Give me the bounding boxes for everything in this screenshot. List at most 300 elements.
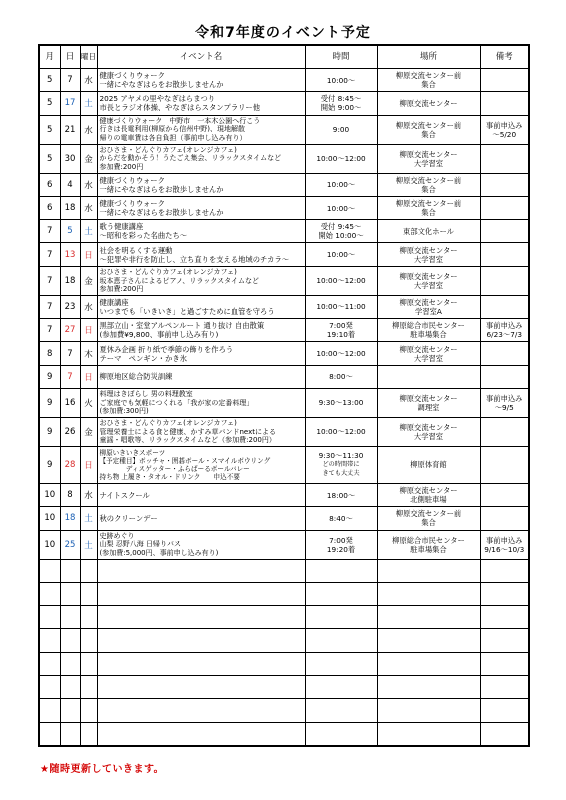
event-line: ～犯罪や非行を防止し、立ち直りを支える地域のチカラ～ (99, 254, 290, 264)
time-cell (305, 582, 377, 605)
place-line: 大学習室 (413, 158, 444, 168)
time-line: 10:00～12:00 (316, 276, 366, 286)
note-cell (480, 69, 529, 92)
place-line: 柳原交流センター前 (395, 509, 462, 519)
event-line: 柳原地区総合防災訓練 (99, 372, 173, 382)
place-cell (377, 243, 480, 266)
day-cell (60, 582, 80, 605)
event-cell (97, 652, 305, 675)
place-line: 集合 (421, 208, 436, 218)
place-line: 柳原交流センター (399, 271, 458, 281)
table-row (39, 417, 529, 446)
empty-row (39, 676, 529, 699)
event-line: 一緒にやなぎはらをお散歩しませんか (99, 184, 224, 194)
time-line: 7:00発 (329, 321, 353, 331)
day-cell: 25 (60, 530, 80, 559)
place-cell (377, 582, 480, 605)
note-cell (480, 606, 529, 629)
event-line: 童謡・唱歌等、リラックスタイムなど（参加費:200円） (99, 436, 276, 445)
table-body (39, 69, 529, 746)
month-cell: 7 (39, 243, 60, 266)
event-line: からだを動かそう！うたごえ集会、リラックスタイムなど (99, 154, 282, 163)
day-cell: 5 (60, 220, 80, 243)
header-event: イベント名 (97, 45, 305, 69)
time-line: 10:00～12:00 (316, 154, 366, 164)
weekday-cell: 木 (80, 342, 97, 365)
note-line: ～9/5 (494, 402, 514, 412)
table-row (39, 92, 529, 115)
header-time: 時間 (305, 45, 377, 69)
table-row (39, 144, 529, 173)
time-cell (305, 144, 377, 173)
time-cell (305, 196, 377, 219)
event-line: 管理栄養士による食と健康、かすみ草バンドnextによる (99, 427, 277, 436)
event-cell (97, 144, 305, 173)
header-note: 備考 (480, 45, 529, 69)
time-line: 開始 9:00～ (320, 103, 362, 113)
note-cell (480, 295, 529, 318)
note-cell (480, 319, 529, 342)
day-cell: 18 (60, 196, 80, 219)
note-cell (480, 196, 529, 219)
place-cell (377, 530, 480, 559)
time-line: 9:00 (332, 125, 350, 135)
event-line: 持ち物 上履き・タオル・ドリンク 申込不要 (99, 472, 240, 481)
month-cell: 5 (39, 144, 60, 173)
month-cell (39, 699, 60, 722)
weekday-cell: 水 (80, 173, 97, 196)
update-notice: ★随時更新していきます。 (40, 764, 165, 775)
event-cell (97, 559, 305, 582)
table-row (39, 507, 529, 530)
weekday-cell: 水 (80, 69, 97, 92)
table-row (39, 295, 529, 318)
place-cell (377, 92, 480, 115)
day-cell (60, 559, 80, 582)
note-line: 事前申込み (486, 535, 523, 545)
place-line: 大学習室 (413, 353, 444, 363)
note-cell (480, 530, 529, 559)
weekday-cell: 日 (80, 365, 97, 388)
day-cell: 18 (60, 507, 80, 530)
place-cell (377, 629, 480, 652)
place-line: 柳原交流センター前 (395, 199, 462, 209)
day-cell (60, 652, 80, 675)
place-line: 学習室A (415, 306, 442, 316)
event-cell (97, 446, 305, 483)
event-cell (97, 295, 305, 318)
event-line: 社会を明るくする運動 (99, 245, 173, 255)
time-cell (305, 92, 377, 115)
place-cell (377, 507, 480, 530)
time-line: 10:00～ (326, 75, 356, 85)
note-line: 事前申込み (486, 393, 523, 403)
time-line: 8:40～ (329, 513, 353, 523)
time-cell (305, 342, 377, 365)
place-line: 柳原体育館 (410, 460, 447, 470)
place-cell (377, 266, 480, 295)
place-line: 柳原交流センター前 (395, 71, 462, 81)
event-schedule-table (38, 44, 530, 747)
place-cell (377, 173, 480, 196)
time-line: 18:00～ (326, 490, 356, 500)
note-cell (480, 173, 529, 196)
header-month: 月 (39, 45, 60, 69)
place-line: 調理室 (417, 402, 440, 412)
place-cell (377, 652, 480, 675)
time-line: 10:00～ (326, 180, 356, 190)
note-line: 事前申込み (486, 120, 523, 130)
month-cell: 5 (39, 69, 60, 92)
weekday-cell: 土 (80, 220, 97, 243)
note-cell (480, 582, 529, 605)
note-line: 事前申込み (486, 321, 523, 331)
event-line: (参加費:300円) (99, 407, 149, 416)
note-cell (480, 266, 529, 295)
month-cell: 9 (39, 388, 60, 417)
place-cell (377, 365, 480, 388)
event-line: ディスゲッター・ふらばーるボールバレー (99, 464, 250, 473)
place-cell (377, 606, 480, 629)
weekday-cell: 日 (80, 243, 97, 266)
table-row (39, 243, 529, 266)
table-row (39, 342, 529, 365)
event-line: いつまでも「いきいき」と過ごすために血管を守ろう (99, 306, 275, 316)
weekday-cell (80, 676, 97, 699)
month-cell: 10 (39, 530, 60, 559)
month-cell: 7 (39, 220, 60, 243)
event-line: 秋のクリーンデー (99, 513, 158, 523)
event-cell (97, 266, 305, 295)
table-row (39, 483, 529, 506)
time-cell (305, 530, 377, 559)
place-cell (377, 319, 480, 342)
event-line: 柳原いきいきスポーツ (99, 448, 166, 457)
table-row (39, 319, 529, 342)
place-cell (377, 115, 480, 144)
note-cell (480, 115, 529, 144)
time-line: 10:00～11:00 (316, 302, 366, 312)
table-row (39, 446, 529, 483)
empty-row (39, 606, 529, 629)
time-cell (305, 365, 377, 388)
day-cell (60, 606, 80, 629)
empty-row (39, 699, 529, 722)
time-line: 8:00～ (329, 372, 353, 382)
time-cell (305, 266, 377, 295)
weekday-cell (80, 606, 97, 629)
weekday-cell (80, 629, 97, 652)
event-line: 参加費:200円 (99, 162, 144, 171)
place-cell (377, 295, 480, 318)
month-cell: 7 (39, 266, 60, 295)
note-cell (480, 676, 529, 699)
note-cell (480, 144, 529, 173)
month-cell (39, 652, 60, 675)
place-cell (377, 342, 480, 365)
event-line: テーマ ペンギン・かき氷 (99, 353, 187, 363)
weekday-cell (80, 652, 97, 675)
event-line: 一緒にやなぎはらをお散歩しませんか (99, 208, 224, 218)
place-line: 柳原総合市民センター (392, 321, 465, 331)
empty-row (39, 559, 529, 582)
time-cell (305, 559, 377, 582)
month-cell: 9 (39, 446, 60, 483)
event-line: 夏休み企画 折り紙で季節の飾りを作ろう (99, 344, 234, 354)
time-cell (305, 699, 377, 722)
day-cell: 28 (60, 446, 80, 483)
place-line: 駐車場集合 (410, 330, 447, 340)
event-cell (97, 629, 305, 652)
place-line: 大学習室 (413, 254, 444, 264)
table-row (39, 530, 529, 559)
place-line: 大学習室 (413, 431, 444, 441)
event-line: (参加費:5,000円、事前申し込み有り) (99, 548, 219, 557)
note-cell (480, 342, 529, 365)
event-line: 山梨 忍野八海 日帰りバス (99, 540, 181, 549)
event-cell (97, 606, 305, 629)
event-line: 史跡めぐり (99, 531, 135, 540)
time-cell (305, 69, 377, 92)
event-line: 行きは長電利用(柳原から信州中野)、現地解散 (99, 125, 245, 134)
weekday-cell (80, 722, 97, 746)
day-cell: 27 (60, 319, 80, 342)
event-line: 2025 アヤメの里やなぎはらまつり (99, 94, 216, 104)
empty-row (39, 652, 529, 675)
place-cell (377, 699, 480, 722)
event-line: 料理はきぼらし 男の料理教室 (99, 390, 193, 399)
time-line: 10:00～ (326, 250, 356, 260)
place-cell (377, 220, 480, 243)
header-place: 場所 (377, 45, 480, 69)
table-row (39, 388, 529, 417)
table-row (39, 266, 529, 295)
time-cell (305, 115, 377, 144)
day-cell: 26 (60, 417, 80, 446)
event-line: おひさま・どんぐりカフェ(オレンジカフェ) (99, 419, 237, 428)
month-cell: 6 (39, 196, 60, 219)
note-cell (480, 220, 529, 243)
time-cell (305, 507, 377, 530)
event-line: 健康づくりウォーク (99, 199, 165, 209)
month-cell (39, 629, 60, 652)
time-cell (305, 319, 377, 342)
event-line: 歌う健康講座 (99, 222, 144, 232)
note-cell (480, 388, 529, 417)
place-cell (377, 144, 480, 173)
place-line: 柳原交流センター (399, 297, 458, 307)
time-line: 9:30～11:30 (318, 451, 364, 461)
month-cell: 5 (39, 115, 60, 144)
weekday-cell: 土 (80, 507, 97, 530)
event-cell (97, 722, 305, 746)
event-line: 坂本恵子さんによるピアノ、リラックスタイムなど (99, 276, 260, 285)
time-line: 10:00～12:00 (316, 427, 366, 437)
month-cell: 6 (39, 173, 60, 196)
time-line: 19:10着 (326, 330, 356, 340)
place-line: 集合 (421, 129, 436, 139)
event-cell (97, 507, 305, 530)
note-cell (480, 365, 529, 388)
event-line: 【予定種目】ボッチャ・囲碁ボール・スマイルボウリング (99, 456, 271, 465)
place-line: 集合 (421, 184, 436, 194)
time-line: 10:00～ (326, 203, 356, 213)
time-line: 開始 10:00～ (318, 231, 364, 241)
day-cell: 23 (60, 295, 80, 318)
place-cell (377, 388, 480, 417)
time-cell (305, 220, 377, 243)
day-cell (60, 699, 80, 722)
place-line: 柳原交流センター前 (395, 120, 462, 130)
month-cell: 10 (39, 507, 60, 530)
time-cell (305, 243, 377, 266)
time-line: どの時間帯に (322, 461, 360, 469)
weekday-cell (80, 559, 97, 582)
page-title: 令和7年度のイベント予定 (195, 25, 371, 41)
day-cell (60, 676, 80, 699)
event-cell (97, 582, 305, 605)
note-cell (480, 483, 529, 506)
day-cell: 7 (60, 69, 80, 92)
place-cell (377, 676, 480, 699)
day-cell: 8 (60, 483, 80, 506)
place-line: 柳原交流センター (399, 344, 458, 354)
table-row (39, 365, 529, 388)
time-line: 7:00発 (329, 535, 353, 545)
weekday-cell: 水 (80, 196, 97, 219)
time-cell (305, 722, 377, 746)
note-cell (480, 559, 529, 582)
weekday-cell: 日 (80, 446, 97, 483)
day-cell: 18 (60, 266, 80, 295)
time-line: きても大丈夫 (322, 470, 360, 478)
event-line: 一緒にやなぎはらをお散歩しませんか (99, 80, 224, 90)
time-cell (305, 676, 377, 699)
weekday-cell: 火 (80, 388, 97, 417)
event-line: (参加費¥9,800、事前申し込み有り) (99, 330, 219, 340)
table-header-row (39, 45, 529, 69)
place-line: 東部文化ホール (403, 226, 454, 236)
note-line: 6/23～7/3 (486, 330, 522, 340)
place-cell (377, 69, 480, 92)
month-cell: 5 (39, 92, 60, 115)
weekday-cell: 土 (80, 530, 97, 559)
place-line: 柳原交流センター (399, 149, 458, 159)
event-cell (97, 365, 305, 388)
table-row (39, 115, 529, 144)
day-cell (60, 629, 80, 652)
event-line: 健康づくりウォーク 中野市 一本木公園へ行こう (99, 116, 261, 125)
event-cell (97, 676, 305, 699)
event-cell (97, 243, 305, 266)
place-line: 柳原交流センター (399, 486, 458, 496)
weekday-cell: 金 (80, 144, 97, 173)
table-row (39, 196, 529, 219)
time-cell (305, 483, 377, 506)
note-cell (480, 507, 529, 530)
day-cell: 13 (60, 243, 80, 266)
month-cell (39, 722, 60, 746)
event-line: 健康講座 (99, 297, 129, 307)
weekday-cell: 土 (80, 92, 97, 115)
place-line: 柳原交流センター (399, 393, 458, 403)
event-line: 帰りの電車賃は各自負担（事前申し込み有り） (99, 133, 247, 142)
day-cell: 7 (60, 365, 80, 388)
month-cell (39, 676, 60, 699)
month-cell: 7 (39, 295, 60, 318)
day-cell: 7 (60, 342, 80, 365)
note-cell (480, 722, 529, 746)
month-cell (39, 559, 60, 582)
note-cell (480, 629, 529, 652)
event-cell (97, 417, 305, 446)
event-line: ナイトスクール (99, 490, 150, 500)
event-line: 黒部立山・室堂アルペンルート 通り抜け 自由散策 (99, 321, 265, 331)
event-cell (97, 319, 305, 342)
place-cell (377, 196, 480, 219)
month-cell (39, 582, 60, 605)
event-line: ご家庭でも気軽につくれる「我が家の定番料理」 (99, 398, 254, 407)
header-day: 日 (60, 45, 80, 69)
place-line: 集合 (421, 80, 436, 90)
time-cell (305, 652, 377, 675)
day-cell (60, 722, 80, 746)
event-line: おひさま・どんぐりカフェ(オレンジカフェ) (99, 268, 237, 277)
event-cell (97, 342, 305, 365)
event-cell (97, 196, 305, 219)
place-line: 柳原総合市民センター (392, 535, 465, 545)
place-line: 大学習室 (413, 280, 444, 290)
place-cell (377, 417, 480, 446)
event-line: 健康づくりウォーク (99, 175, 165, 185)
time-line: 10:00～12:00 (316, 349, 366, 359)
note-cell (480, 417, 529, 446)
weekday-cell: 水 (80, 115, 97, 144)
event-line: 参加費:200円 (99, 284, 144, 293)
time-line: 19:20着 (326, 544, 356, 554)
place-cell (377, 559, 480, 582)
day-cell: 4 (60, 173, 80, 196)
month-cell: 9 (39, 365, 60, 388)
weekday-cell: 金 (80, 417, 97, 446)
month-cell: 10 (39, 483, 60, 506)
place-line: 集合 (421, 518, 436, 528)
event-cell (97, 388, 305, 417)
place-line: 柳原交流センター (399, 422, 458, 432)
event-cell (97, 92, 305, 115)
weekday-cell (80, 582, 97, 605)
event-cell (97, 530, 305, 559)
weekday-cell: 水 (80, 483, 97, 506)
place-line: 柳原交流センター (399, 245, 458, 255)
time-cell (305, 388, 377, 417)
empty-row (39, 629, 529, 652)
place-cell (377, 483, 480, 506)
month-cell (39, 606, 60, 629)
place-line: 柳原交流センター前 (395, 175, 462, 185)
event-line: 市長とラジオ体操、やなぎはらスタンプラリー他 (99, 103, 261, 113)
note-line: 9/16～10/3 (484, 544, 525, 554)
note-cell (480, 652, 529, 675)
time-line: 受付 8:45～ (320, 94, 362, 104)
place-line: 北側駐車場 (410, 495, 447, 505)
event-cell (97, 69, 305, 92)
time-line: 9:30～13:00 (318, 398, 364, 408)
day-cell: 21 (60, 115, 80, 144)
time-cell (305, 606, 377, 629)
day-cell: 30 (60, 144, 80, 173)
header-weekday: 曜日 (80, 45, 97, 69)
